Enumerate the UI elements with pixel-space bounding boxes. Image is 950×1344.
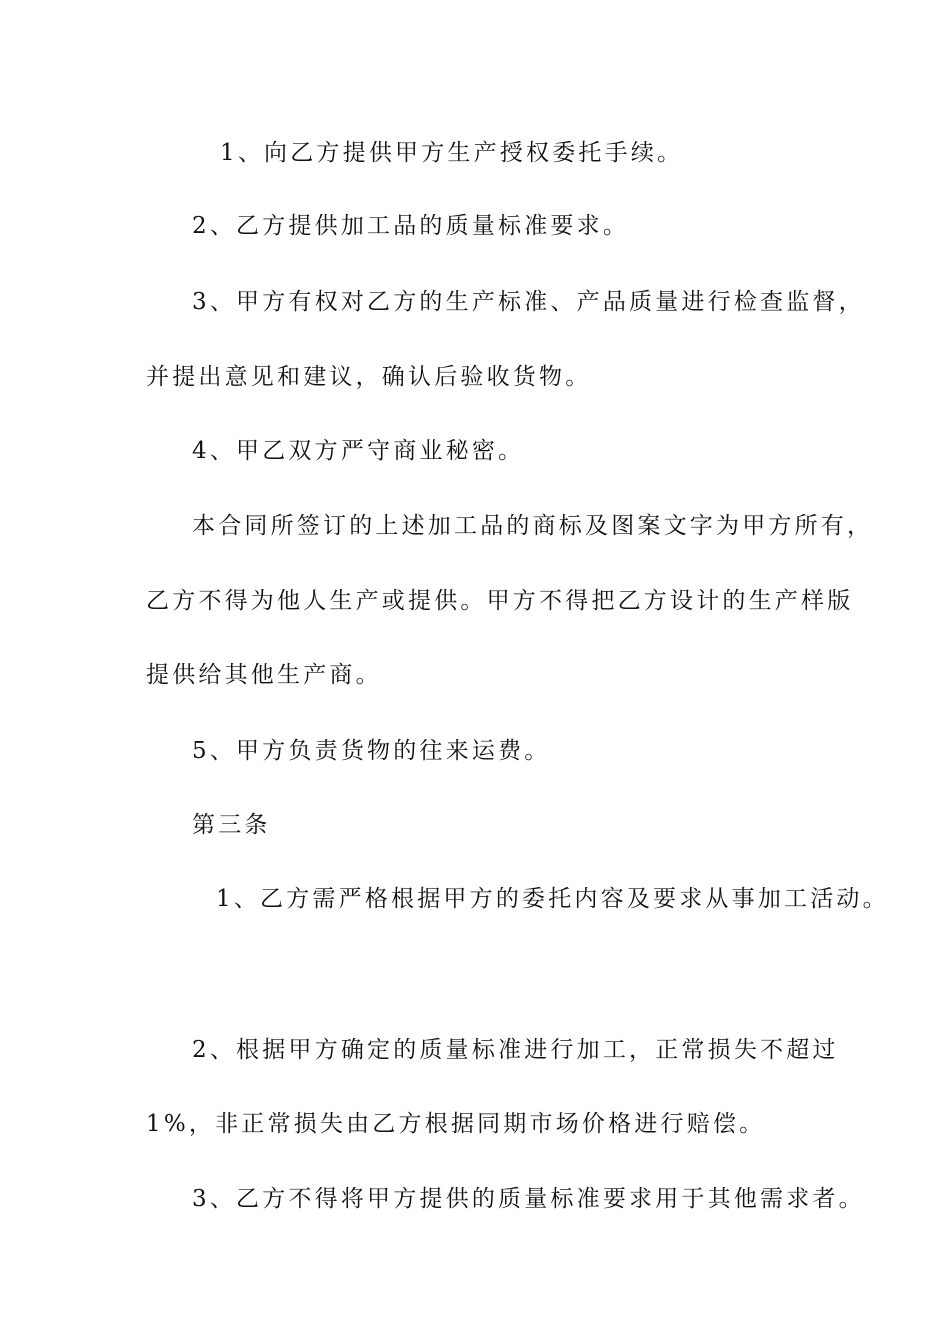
paragraph-trademark-line-1: 本合同所签订的上述加工品的商标及图案文字为甲方所有， [192,513,874,539]
clause-line-4: 4、甲乙双方严守商业秘密。 [192,438,525,464]
clause-line-3-cont: 并提出意见和建议，确认后验收货物。 [146,364,592,390]
article3-clause-1: 1、乙方需严格根据甲方的委托内容及要求从事加工活动。 [216,886,889,912]
paragraph-trademark-line-2: 乙方不得为他人生产或提供。甲方不得把乙方设计的生产样版 [146,588,854,614]
article3-clause-2-cont: 1%，非正常损失由乙方根据同期市场价格进行赔偿。 [146,1111,766,1137]
clause-line-5: 5、甲方负责货物的往来运费。 [192,738,551,764]
clause-line-3: 3、甲方有权对乙方的生产标准、产品质量进行检查监督， [192,289,865,315]
article3-clause-3: 3、乙方不得将甲方提供的质量标准要求用于其他需求者。 [192,1186,865,1212]
article3-clause-2: 2、根据甲方确定的质量标准进行加工，正常损失不超过 [192,1037,839,1063]
article-heading: 第三条 [192,812,271,838]
clause-line-1: 1、向乙方提供甲方生产授权委托手续。 [220,140,684,166]
paragraph-trademark-line-3: 提供给其他生产商。 [146,662,382,688]
clause-line-2: 2、乙方提供加工品的质量标准要求。 [192,213,630,239]
